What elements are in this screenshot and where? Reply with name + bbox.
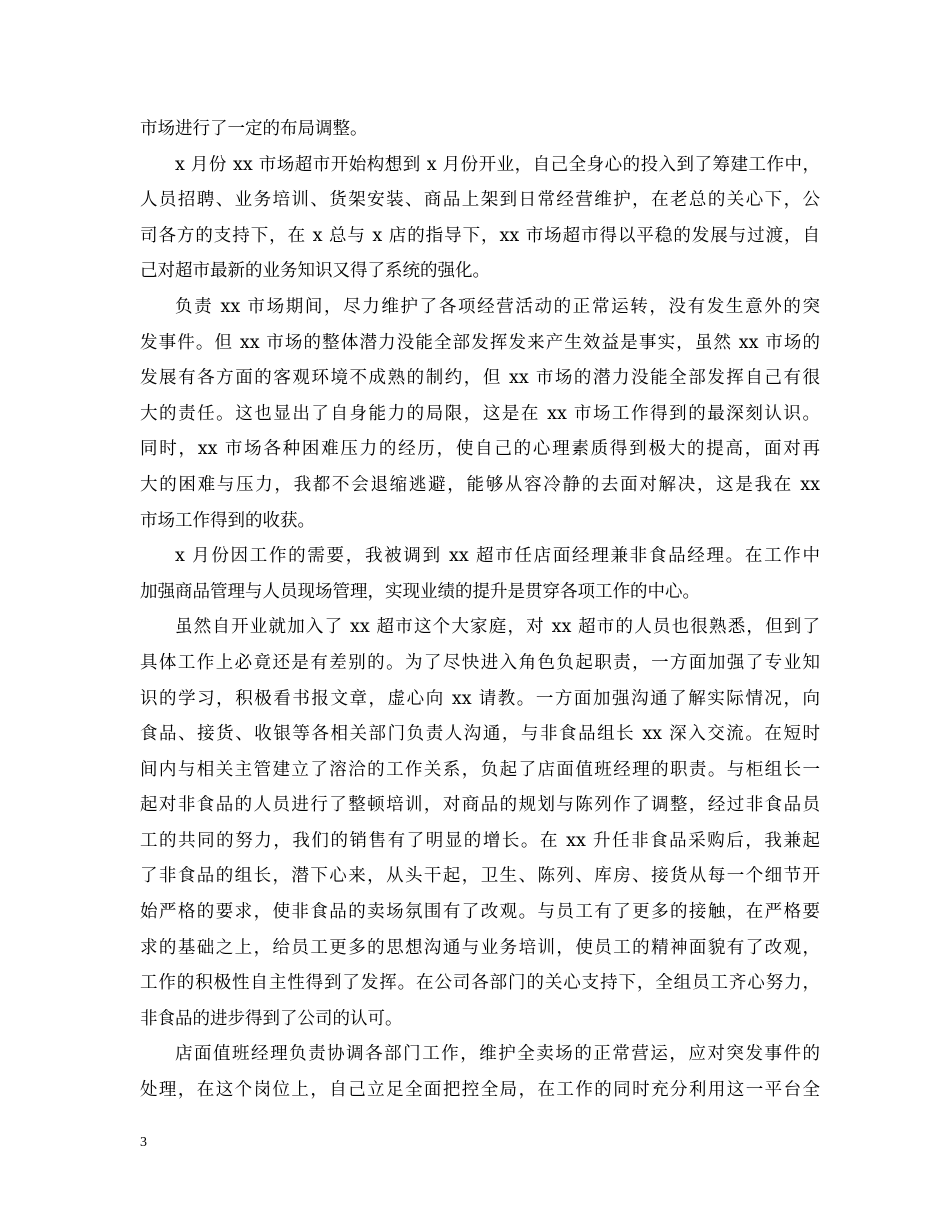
text-line: 店面值班经理负责协调各部门工作，维护全卖场的正常营运，应对突发事件的 bbox=[175, 1044, 820, 1065]
text-line: 人员招聘、业务培训、货架安装、商品上架到日常经营维护，在老总的关心下，公 bbox=[140, 190, 820, 211]
text-line: 司各方的支持下，在 x 总与 x 店的指导下，xx 市场超市得以平稳的发展与过渡，自 bbox=[140, 225, 820, 246]
text-line: 虽然自开业就加入了 xx 超市这个大家庭，对 xx 超市的人员也很熟悉，但到了 bbox=[175, 617, 820, 638]
text-line: 处理，在这个岗位上，自己立足全面把控全局，在工作的同时充分利用这一平台全 bbox=[140, 1080, 820, 1101]
text-line: 识的学习，积极看书报文章，虚心向 xx 请教。一方面加强沟通了解实际情况，向 bbox=[140, 688, 820, 709]
text-line: 起对非食品的人员进行了整顿培训，对商品的规划与陈列作了调整，经过非食品员 bbox=[140, 795, 820, 816]
text-line: 市场工作得到的收获。 bbox=[140, 510, 315, 531]
paragraph bbox=[140, 539, 820, 610]
text-line: 间内与相关主管建立了溶洽的工作关系，负起了店面值班经理的职责。与柜组长一 bbox=[140, 759, 820, 780]
text-line: 了非食品的组长，潜下心来，从头干起，卫生、陈列、库房、接货从每一个细节开 bbox=[140, 866, 820, 887]
text-line: 食品、接货、收银等各相关部门负责人沟通，与非食品组长 xx 深入交流。在短时 bbox=[140, 724, 820, 745]
text-line: 工作的积极性自主性得到了发挥。在公司各部门的关心支持下，全组员工齐心努力， bbox=[140, 973, 820, 994]
text-line: 始严格的要求，使非食品的卖场氛围有了改观。与员工有了更多的接触，在严格要 bbox=[140, 902, 820, 923]
page-number: 3 bbox=[140, 1135, 147, 1150]
text-line: 负责 xx 市场期间，尽力维护了各项经营活动的正常运转，没有发生意外的突 bbox=[175, 296, 820, 317]
text-line: 非食品的进步得到了公司的认可。 bbox=[140, 1008, 403, 1029]
text-line: 求的基础之上，给员工更多的思想沟通与业务培训，使员工的精神面貌有了改观， bbox=[140, 937, 820, 958]
text-line: 同时，xx 市场各种困难压力的经历，使自己的心理素质得到极大的提高，面对再 bbox=[140, 439, 820, 460]
text-line: x 月份因工作的需要，我被调到 xx 超市任店面经理兼非食品经理。在工作中 bbox=[175, 546, 820, 567]
text-line: x 月份 xx 市场超市开始构想到 x 月份开业，自己全身心的投入到了筹建工作中， bbox=[175, 154, 820, 175]
text-line: 市场进行了一定的布局调整。 bbox=[140, 119, 368, 139]
paragraph bbox=[140, 290, 820, 539]
paragraph bbox=[140, 148, 820, 290]
text-line: 发事件。但 xx 市场的整体潜力没能全部发挥发来产生效益是事实，虽然 xx 市场的 bbox=[140, 332, 820, 353]
text-line: 工的共同的努力，我们的销售有了明显的增长。在 xx 升任非食品采购后，我兼起 bbox=[140, 830, 820, 851]
paragraph bbox=[140, 1037, 820, 1108]
body-text bbox=[140, 112, 820, 1109]
text-line: 具体工作上必竟还是有差别的。为了尽快进入角色负起职责，一方面加强了专业知 bbox=[140, 652, 820, 673]
text-line: 大的责任。这也显出了自身能力的局限，这是在 xx 市场工作得到的最深刻认识。 bbox=[140, 403, 820, 424]
text-line: 大的困难与压力，我都不会退缩逃避，能够从容冷静的去面对解决，这是我在 xx bbox=[140, 474, 820, 495]
paragraph bbox=[140, 610, 820, 1037]
text-line: 发展有各方面的客观环境不成熟的制约，但 xx 市场的潜力没能全部发挥自己有很 bbox=[140, 368, 820, 389]
paragraph bbox=[140, 112, 820, 148]
text-line: 加强商品管理与人员现场管理，实现业绩的提升是贯穿各项工作的中心。 bbox=[140, 581, 700, 602]
text-line: 己对超市最新的业务知识又得了系统的强化。 bbox=[140, 261, 490, 282]
